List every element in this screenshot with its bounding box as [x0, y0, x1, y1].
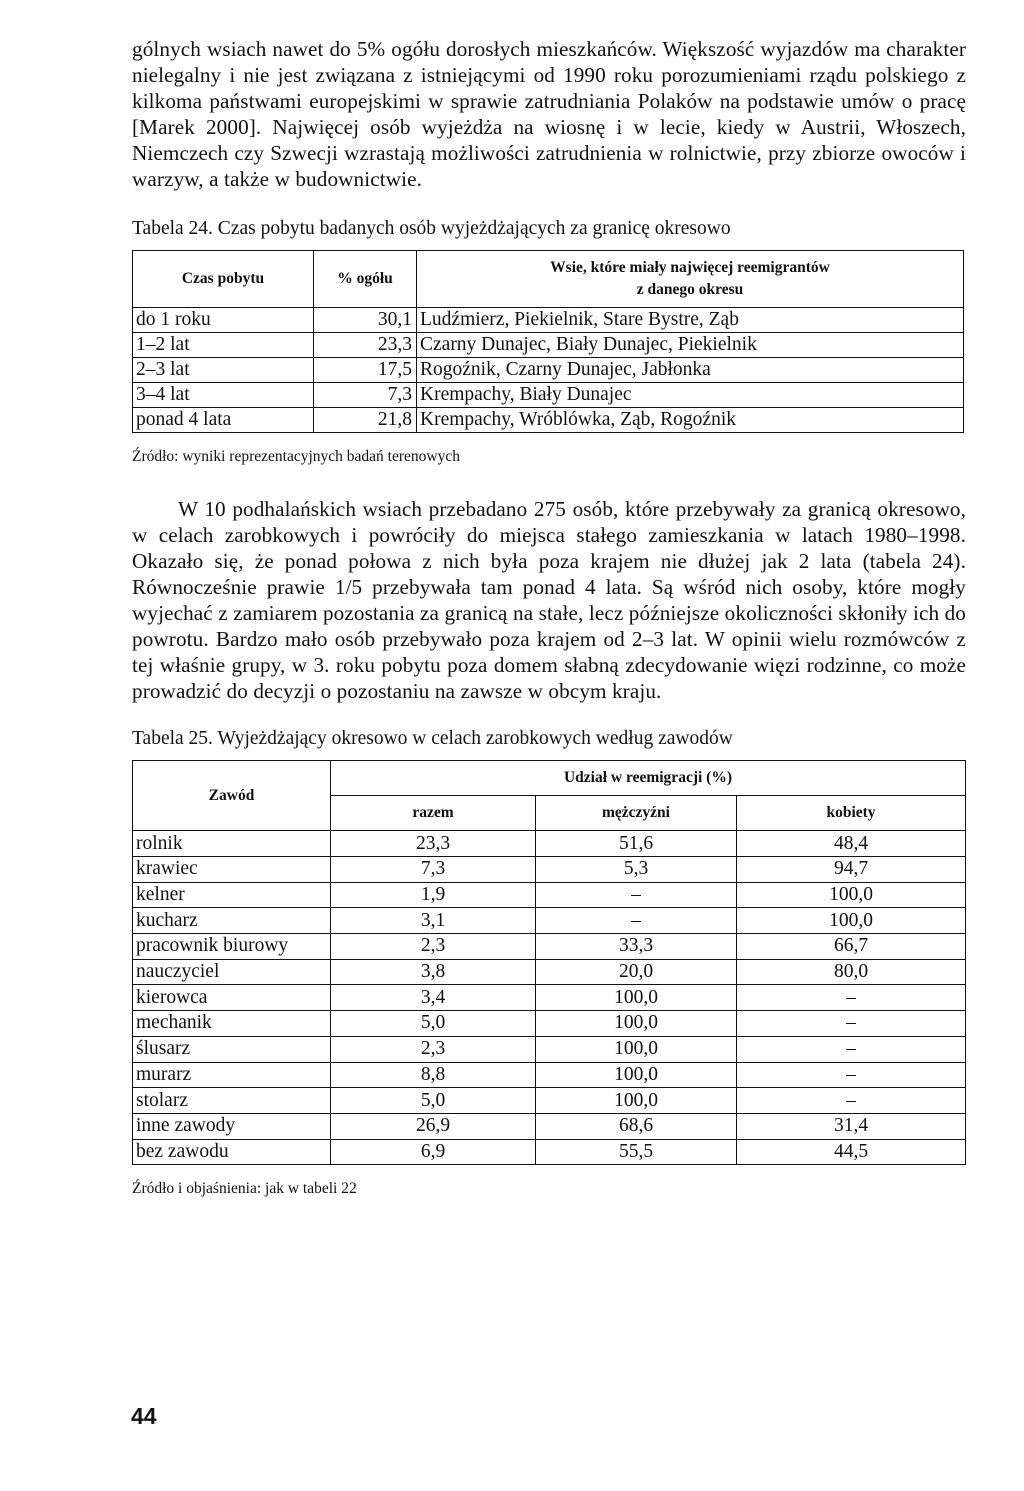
- cell-czas-pobytu: 3–4 lat: [133, 382, 314, 407]
- table-row: [133, 382, 964, 407]
- table-row: [133, 934, 966, 960]
- cell-wsie: Ludźmierz, Piekielnik, Stare Bystre, Ząb: [417, 307, 964, 332]
- cell-kobiety: 100,0: [737, 908, 966, 934]
- cell-razem: 6,9: [331, 1139, 536, 1165]
- cell-kobiety: –: [737, 985, 966, 1011]
- header-razem: razem: [331, 796, 536, 831]
- cell-zawod: krawiec: [133, 857, 331, 883]
- header-zawod: Zawód: [133, 761, 331, 831]
- cell-zawod: nauczyciel: [133, 959, 331, 985]
- cell-zawod: inne zawody: [133, 1113, 331, 1139]
- table-row: [133, 357, 964, 382]
- table-row: [133, 857, 966, 883]
- header-kobiety: kobiety: [737, 796, 966, 831]
- cell-razem: 8,8: [331, 1062, 536, 1088]
- header-udzial-group: Udział w reemigracji (%): [331, 761, 966, 796]
- table-row: [133, 1011, 966, 1037]
- cell-zawod: stolarz: [133, 1088, 331, 1114]
- table-24: [132, 250, 964, 433]
- cell-wsie: Czarny Dunajec, Biały Dunajec, Piekielnik: [417, 332, 964, 357]
- cell-zawod: pracownik biurowy: [133, 934, 331, 960]
- cell-mezczyzni: 5,3: [536, 857, 737, 883]
- cell-procent: 30,1: [314, 307, 417, 332]
- cell-zawod: ślusarz: [133, 1036, 331, 1062]
- header-czas-pobytu: Czas pobytu: [133, 250, 314, 307]
- table-row: [133, 908, 966, 934]
- cell-mezczyzni: 20,0: [536, 959, 737, 985]
- cell-mezczyzni: 33,3: [536, 934, 737, 960]
- cell-zawod: kucharz: [133, 908, 331, 934]
- table-row: [133, 1113, 966, 1139]
- cell-mezczyzni: 100,0: [536, 1088, 737, 1114]
- cell-kobiety: –: [737, 1088, 966, 1114]
- table-24-source: Źródło: wyniki reprezentacyjnych badań terenowych: [132, 447, 460, 465]
- cell-zawod: rolnik: [133, 831, 331, 857]
- cell-razem: 3,1: [331, 908, 536, 934]
- table-row: [133, 307, 964, 332]
- cell-kobiety: 100,0: [737, 882, 966, 908]
- cell-zawod: mechanik: [133, 1011, 331, 1037]
- cell-razem: 2,3: [331, 1036, 536, 1062]
- cell-procent: 17,5: [314, 357, 417, 382]
- cell-kobiety: 66,7: [737, 934, 966, 960]
- cell-mezczyzni: –: [536, 908, 737, 934]
- header-wsie-line1: Wsie, które miały najwięcej reemigrantów: [550, 258, 830, 276]
- cell-wsie: Rogoźnik, Czarny Dunajec, Jabłonka: [417, 357, 964, 382]
- cell-procent: 7,3: [314, 382, 417, 407]
- cell-kobiety: 44,5: [737, 1139, 966, 1165]
- cell-razem: 5,0: [331, 1088, 536, 1114]
- table-row: [133, 407, 964, 432]
- cell-zawod: bez zawodu: [133, 1139, 331, 1165]
- cell-wsie: Krempachy, Wróblówka, Ząb, Rogoźnik: [417, 407, 964, 432]
- cell-mezczyzni: 55,5: [536, 1139, 737, 1165]
- cell-razem: 23,3: [331, 831, 536, 857]
- cell-mezczyzni: 100,0: [536, 1011, 737, 1037]
- header-wsie-line2: z danego okresu: [636, 280, 744, 298]
- table-25-source: Źródło i objaśnienia: jak w tabeli 22: [132, 1180, 357, 1198]
- cell-mezczyzni: –: [536, 882, 737, 908]
- cell-zawod: kierowca: [133, 985, 331, 1011]
- cell-kobiety: 94,7: [737, 857, 966, 883]
- cell-procent: 21,8: [314, 407, 417, 432]
- table-row: [133, 332, 964, 357]
- cell-kobiety: 31,4: [737, 1113, 966, 1139]
- page-number: 44: [131, 1403, 157, 1429]
- cell-mezczyzni: 51,6: [536, 831, 737, 857]
- table-24-header-row: [133, 250, 964, 307]
- table-25-header-row-1: [133, 761, 966, 796]
- table-row: [133, 1088, 966, 1114]
- header-procent-ogolu: % ogółu: [314, 250, 417, 307]
- table-25: [132, 760, 966, 1165]
- table-row: [133, 1139, 966, 1165]
- cell-procent: 23,3: [314, 332, 417, 357]
- header-wsie: [417, 250, 964, 307]
- table-row: [133, 831, 966, 857]
- cell-kobiety: –: [737, 1011, 966, 1037]
- page-content: [132, 36, 966, 1199]
- table-24-caption: Tabela 24. Czas pobytu badanych osób wyjeżdżających za granicę okresowo: [132, 217, 731, 239]
- cell-mezczyzni: 68,6: [536, 1113, 737, 1139]
- cell-razem: 26,9: [331, 1113, 536, 1139]
- table-row: [133, 1036, 966, 1062]
- cell-czas-pobytu: do 1 roku: [133, 307, 314, 332]
- table-row: [133, 1062, 966, 1088]
- cell-razem: 1,9: [331, 882, 536, 908]
- cell-mezczyzni: 100,0: [536, 1062, 737, 1088]
- cell-kobiety: –: [737, 1036, 966, 1062]
- cell-mezczyzni: 100,0: [536, 985, 737, 1011]
- cell-kobiety: 48,4: [737, 831, 966, 857]
- cell-razem: 2,3: [331, 934, 536, 960]
- cell-razem: 3,8: [331, 959, 536, 985]
- cell-mezczyzni: 100,0: [536, 1036, 737, 1062]
- header-mezczyzni: mężczyźni: [536, 796, 737, 831]
- cell-kobiety: 80,0: [737, 959, 966, 985]
- cell-czas-pobytu: 2–3 lat: [133, 357, 314, 382]
- paragraph-1: gólnych wsiach nawet do 5% ogółu dorosłych mieszkańców. Większość wyjazdów ma charakter nielegalny i nie jest związana z istniejącymi od 1990 roku porozumieniami rządu polskiego z kilkoma państwami europejskimi w sprawie zatrudniania Polaków na podstawie umów o pracę [Marek 2000]. Najwięcej osób wyjeżdża na wiosnę i w lecie, kiedy w Austrii, Włoszech, Niemczech czy Szwecji wzrastają możliwości zatrudnienia w rolnictwie, przy zbiorze owoców i warzyw, a także w budownictwie.: [132, 37, 966, 192]
- table-25-caption: Tabela 25. Wyjeżdżający okresowo w celach zarobkowych według zawodów: [132, 728, 733, 750]
- cell-wsie: Krempachy, Biały Dunajec: [417, 382, 964, 407]
- cell-czas-pobytu: 1–2 lat: [133, 332, 314, 357]
- cell-kobiety: –: [737, 1062, 966, 1088]
- paragraph-2: W 10 podhalańskich wsiach przebadano 275 osób, które przebywały za granicą okresowo, w celach zarobkowych i powróciły do miejsca stałego zamieszkania w latach 1980–1998. Okazało się, że ponad połowa z nich była poza krajem nie dłużej jak 2 lata (tabela 24). Równocześnie prawie 1/5 przebywała tam ponad 4 lata. Są wśród nich osoby, które mogły wyjechać z zamiarem pozostania za granicą na stałe, lecz późniejsze okoliczności skłoniły ich do powrotu. Bardzo mało osób przebywało poza krajem od 2–3 lat. W opinii wielu rozmówców z tej właśnie grupy, w 3. roku pobytu poza domem słabną zdecydowanie więzi rodzinne, co może prowadzić do decyzji o pozostaniu na zawsze w obcym kraju.: [132, 496, 966, 704]
- cell-zawod: murarz: [133, 1062, 331, 1088]
- cell-razem: 3,4: [331, 985, 536, 1011]
- table-row: [133, 959, 966, 985]
- table-row: [133, 985, 966, 1011]
- table-row: [133, 882, 966, 908]
- cell-razem: 7,3: [331, 857, 536, 883]
- cell-razem: 5,0: [331, 1011, 536, 1037]
- cell-czas-pobytu: ponad 4 lata: [133, 407, 314, 432]
- cell-zawod: kelner: [133, 882, 331, 908]
